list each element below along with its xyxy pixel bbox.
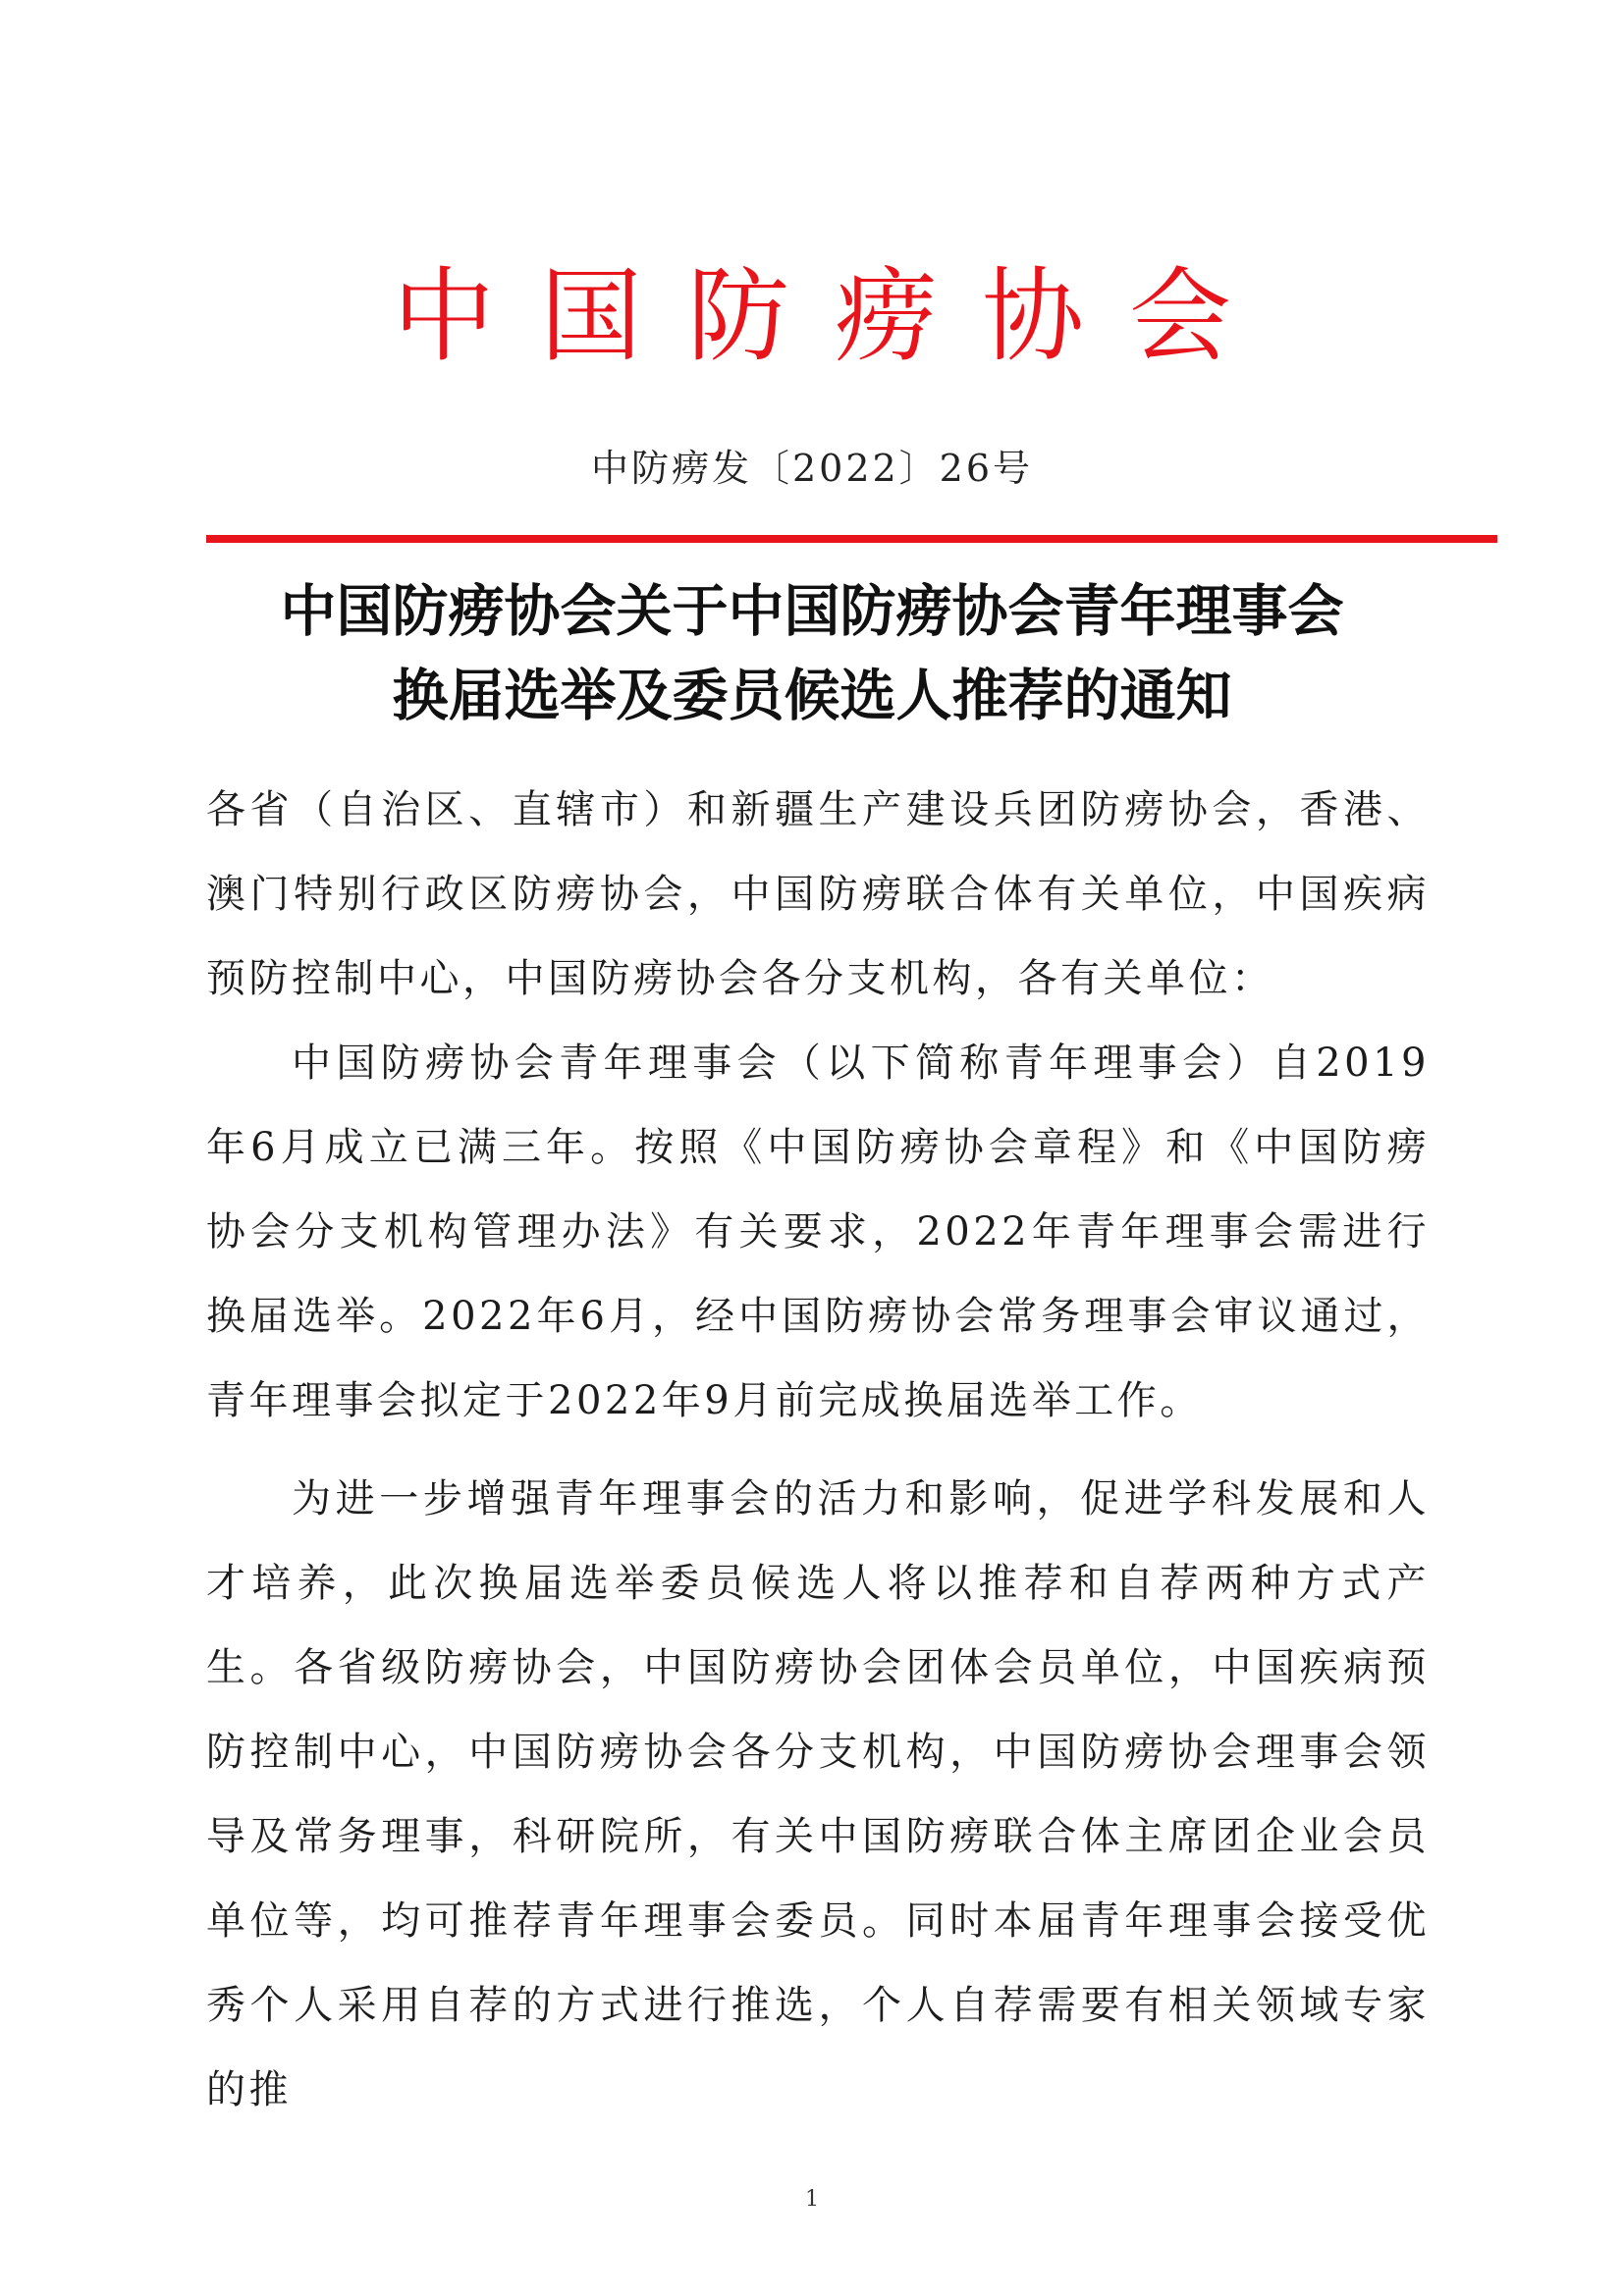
paragraph-2: 为进一步增强青年理事会的活力和影响，促进学科发展和人才培养，此次换届选举委员候选人将以推荐和自荐两种方式产生。各省级防痨协会，中国防痨协会团体会员单位，中国疾病预防控制中心，中国防痨协会各分支机构，中国防痨协会理事会领导及常务理事，科研院所，有关中国防痨联合体主席团企业会员单位等，均可推荐青年理事会委员。同时本届青年理事会接受优秀个人采用自荐的方式进行推选，个人自荐需要有相关领域专家的推 — [206, 1476, 1430, 2112]
page-number: 1 — [805, 2187, 819, 2212]
paragraph-gap — [206, 1443, 1430, 1457]
title-line-2: 换届选举及委员候选人推荐的通知 — [392, 664, 1232, 728]
salutation: 各省（自治区、直辖市）和新疆生产建设兵团防痨协会，香港、澳门特别行政区防痨协会，中国防痨联合体有关单位，中国疾病预防控制中心，中国防痨协会各分支机构，各有关单位： — [206, 787, 1430, 1001]
title-line-1: 中国防痨协会关于中国防痨协会青年理事会 — [280, 579, 1344, 644]
document-body — [206, 768, 1430, 2132]
document-title — [0, 569, 1624, 738]
red-divider-line — [206, 535, 1497, 543]
paragraph-1: 中国防痨协会青年理事会（以下简称青年理事会）自2019年6月成立已满三年。按照《中国防痨协会章程》和《中国防痨协会分支机构管理办法》有关要求，2022年青年理事会需进行换届选举。2022年6月，经中国防痨协会常务理事会审议通过，青年理事会拟定于2022年9月前完成换届选举工作。 — [206, 1041, 1430, 1423]
document-number: 中防痨发〔2022〕26号 — [590, 447, 1034, 490]
org-header: 中国防痨协会 — [392, 256, 1276, 376]
